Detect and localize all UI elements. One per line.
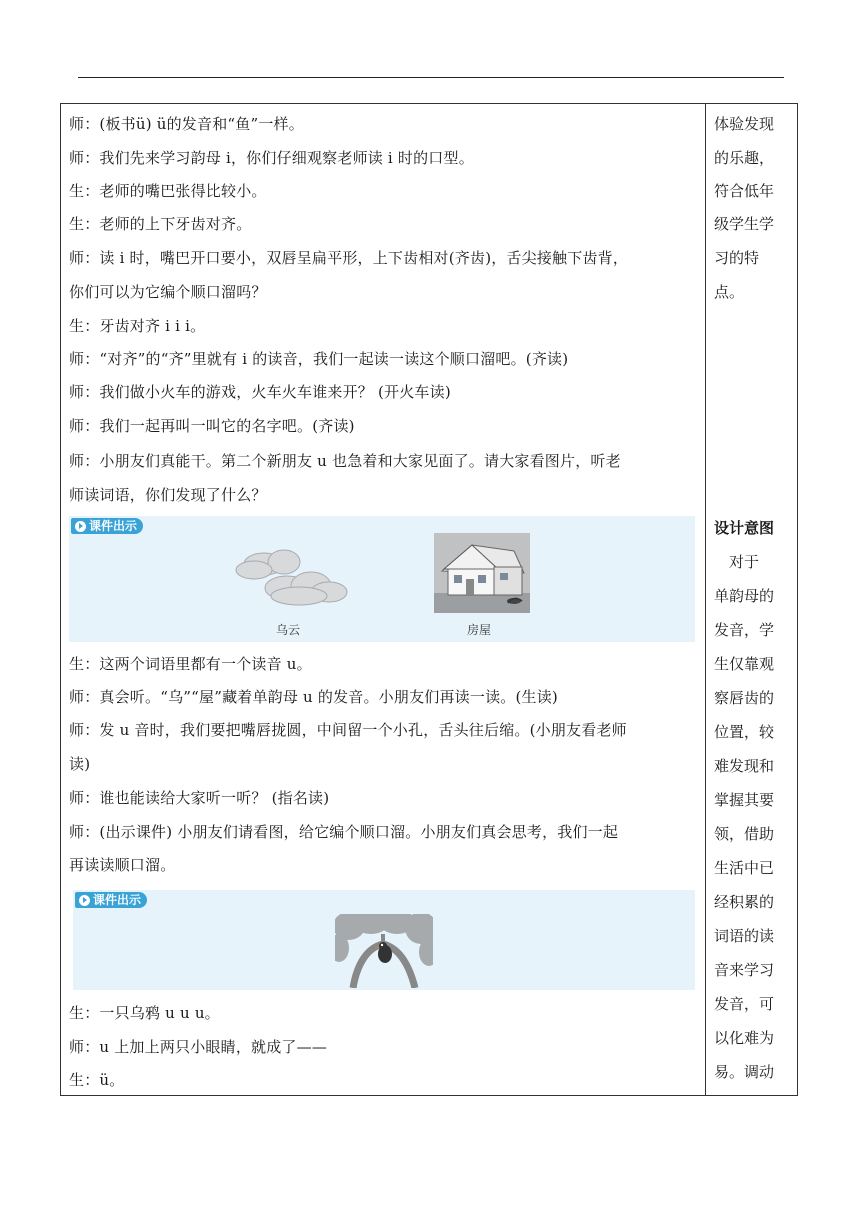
note-line: 音来学习 xyxy=(714,961,775,979)
note-line: 体验发现 xyxy=(714,115,775,133)
dark-cloud-image xyxy=(229,546,349,610)
caption-dark-cloud: 乌云 xyxy=(276,623,301,637)
dialogue-line: 师：u 上加上两只小眼睛，就成了—— xyxy=(69,1038,328,1056)
dialogue-line: 你们可以为它编个顺口溜吗？ xyxy=(69,283,267,301)
courseware-tag-label: 课件出示 xyxy=(89,519,138,533)
dialogue-line: 师：发 u 音时，我们要把嘴唇拢圆，中间留一个小孔，舌头往后缩。(小朋友看老师 xyxy=(69,721,627,739)
note-line: 发音，可 xyxy=(714,995,775,1013)
dialogue-line: 生：老师的上下牙齿对齐。 xyxy=(69,215,252,233)
crow-in-tree-image xyxy=(335,914,433,988)
lesson-table xyxy=(60,103,798,1096)
dialogue-line: 生：一只乌鸦 u u u。 xyxy=(69,1004,220,1022)
dialogue-line: 师：读 i 时，嘴巴开口要小，双唇呈扁平形，上下齿相对(齐齿)，舌尖接触下齿背， xyxy=(69,249,629,267)
note-line: 生仅靠观 xyxy=(714,655,775,673)
note-line: 以化难为 xyxy=(714,1029,775,1047)
note-line: 察唇齿的 xyxy=(714,689,775,707)
house-image xyxy=(434,533,530,613)
courseware-tag xyxy=(71,518,143,534)
courseware-tag-label: 课件出示 xyxy=(93,893,142,907)
note-line: 的乐趣， xyxy=(714,149,775,167)
teaching-process-column xyxy=(61,104,705,1095)
note-line: 对于 xyxy=(714,553,760,571)
dialogue-line: 师：我们做小火车的游戏，火车火车谁来开？ (开火车读) xyxy=(69,383,451,401)
note-line: 领，借助 xyxy=(714,825,775,843)
note-line: 词语的读 xyxy=(714,927,775,945)
dialogue-line: 师：我们先来学习韵母 i，你们仔细观察老师读 i 时的口型。 xyxy=(69,149,474,167)
dialogue-line: 师：(出示课件) 小朋友们请看图，给它编个顺口溜。小朋友们真会思考，我们一起 xyxy=(69,823,619,841)
note-line: 掌握其要 xyxy=(714,791,775,809)
note-line: 发音，学 xyxy=(714,621,775,639)
play-icon xyxy=(75,521,86,532)
play-icon xyxy=(79,895,90,906)
dialogue-line: 师：“对齐”的“齐”里就有 i 的读音，我们一起读一读这个顺口溜吧。(齐读) xyxy=(69,350,569,368)
header-rule xyxy=(78,77,784,78)
note-line: 经积累的 xyxy=(714,893,775,911)
note-line: 点。 xyxy=(714,283,745,301)
dialogue-line: 师：小朋友们真能干。第二个新朋友 u 也急着和大家见面了。请大家看图片，听老 xyxy=(69,452,621,470)
dialogue-line: 读) xyxy=(69,755,91,773)
note-line: 位置，较 xyxy=(714,723,775,741)
dialogue-line: 师：谁也能读给大家听一听？ (指名读) xyxy=(69,789,330,807)
dialogue-line: 师：真会听。“乌”“屋”藏着单韵母 u 的发音。小朋友们再读一读。(生读) xyxy=(69,688,558,706)
courseware-tag xyxy=(75,892,147,908)
dialogue-line: 师：(板书ü) ü的发音和“鱼”一样。 xyxy=(69,115,304,133)
note-line: 难发现和 xyxy=(714,757,775,775)
caption-house: 房屋 xyxy=(467,623,492,637)
note-line: 级学生学 xyxy=(714,215,775,233)
note-line: 生活中已 xyxy=(714,859,775,877)
note-line: 易。调动 xyxy=(714,1063,775,1081)
courseware-panel-2 xyxy=(73,890,695,990)
dialogue-line: 生：ü。 xyxy=(69,1071,125,1089)
dialogue-line: 生：牙齿对齐 i i i。 xyxy=(69,317,206,335)
dialogue-line: 师读词语，你们发现了什么？ xyxy=(69,486,267,504)
courseware-panel-1 xyxy=(69,516,695,642)
design-notes-column xyxy=(706,104,797,1095)
dialogue-line: 师：我们一起再叫一叫它的名字吧。(齐读) xyxy=(69,417,355,435)
dialogue-line: 再读读顺口溜。 xyxy=(69,856,176,874)
design-intent-heading: 设计意图 xyxy=(714,519,775,537)
dialogue-line: 生：老师的嘴巴张得比较小。 xyxy=(69,182,267,200)
note-line: 习的特 xyxy=(714,249,760,267)
note-line: 符合低年 xyxy=(714,182,775,200)
note-line: 单韵母的 xyxy=(714,587,775,605)
dialogue-line: 生：这两个词语里都有一个读音 u。 xyxy=(69,655,312,673)
